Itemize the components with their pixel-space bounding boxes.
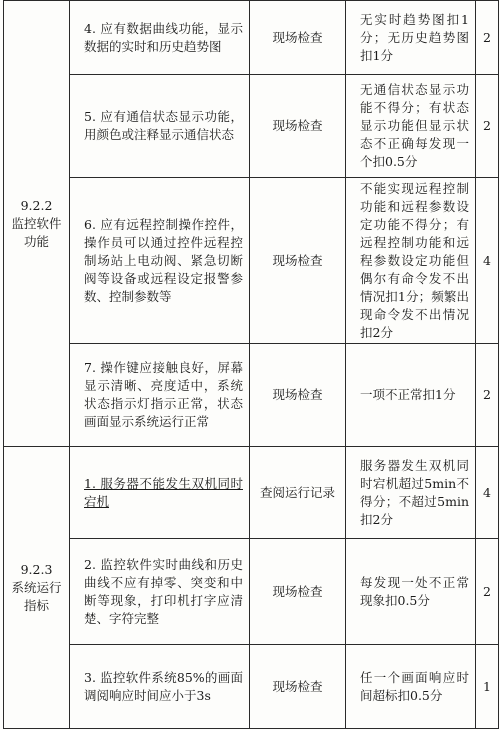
score-cell: 2 [476, 75, 499, 178]
requirement-cell: 4. 应有数据曲线功能，显示数据的实时和历史趋势图 [70, 1, 250, 75]
section-name: 功能 [23, 233, 49, 249]
method-cell: 查阅运行记录 [250, 447, 346, 539]
scoring-rule-cell: 无实时趋势图扣1分；无历史趋势图扣1分 [346, 1, 476, 75]
table-row [4, 447, 499, 539]
table-row [4, 178, 499, 344]
section-name: 监控软件 [11, 215, 62, 231]
scoring-rule-cell: 每发现一处不正常现象扣0.5分 [346, 539, 476, 645]
table-row [4, 645, 499, 729]
section-cell [4, 1, 70, 447]
method-cell: 现场检查 [250, 344, 346, 447]
method-cell: 现场检查 [250, 645, 346, 729]
score-cell: 2 [476, 1, 499, 75]
requirement-cell: 1. 服务器不能发生双机同时宕机 [84, 475, 243, 509]
scoring-rule-cell: 任一个画面响应时间超标扣0.5分 [346, 645, 476, 729]
score-cell: 1 [476, 645, 499, 729]
method-cell: 现场检查 [250, 539, 346, 645]
table-row [4, 539, 499, 645]
section-cell [4, 447, 70, 729]
score-cell: 2 [476, 344, 499, 447]
scoring-rule-cell: 一项不正常扣1分 [346, 344, 476, 447]
method-cell: 现场检查 [250, 178, 346, 344]
table-row [4, 1, 499, 75]
section-name: 系统运行 [11, 579, 62, 595]
score-cell: 4 [476, 178, 499, 344]
section-code: 9.2.3 [20, 561, 53, 577]
scoring-rule-cell: 无通信状态显示功能不得分；有状态显示功能但显示状态不正确每发现一个扣0.5分 [346, 75, 476, 178]
requirement-cell: 6. 应有远程控制操作控件，操作员可以通过控件远程控制场站上电动阀、紧急切断阀等设备或远程设定报警参数、控制参数等 [70, 178, 250, 344]
section-name: 指标 [23, 597, 49, 613]
evaluation-table [3, 0, 499, 729]
table-row [4, 75, 499, 178]
requirement-cell: 7. 操作键应接触良好，屏幕显示清晰、亮度适中，系统状态指示灯指示正常，状态画面显示系统运行正常 [70, 344, 250, 447]
score-cell: 4 [476, 447, 499, 539]
requirement-cell: 3. 监控软件系统85%的画面调阅响应时间应小于3s [70, 645, 250, 729]
score-cell: 2 [476, 539, 499, 645]
method-cell: 现场检查 [250, 1, 346, 75]
requirement-cell: 2. 监控软件实时曲线和历史曲线不应有掉零、突变和中断等现象，打印机打字应清楚、字符完整 [70, 539, 250, 645]
section-code: 9.2.2 [20, 197, 53, 213]
scoring-rule-cell: 服务器发生双机同时宕机超过5min不得分；不超过5min扣2分 [346, 447, 476, 539]
table-row [4, 344, 499, 447]
method-cell: 现场检查 [250, 75, 346, 178]
scoring-rule-cell: 不能实现远程控制功能和远程参数设定功能不得分；有远程控制功能和远程参数设定功能但偶尔有命令发不出情况扣1分；频繁出现命令发不出情况扣2分 [346, 178, 476, 344]
requirement-cell: 5. 应有通信状态显示功能，用颜色或注释显示通信状态 [70, 75, 250, 178]
